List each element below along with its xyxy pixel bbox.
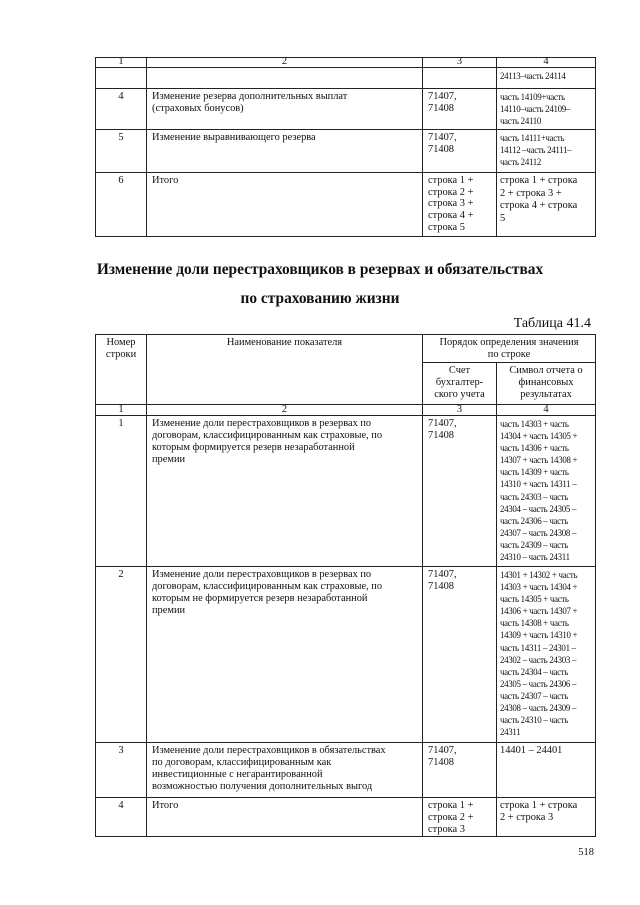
top-header-col1: 1: [95, 57, 146, 67]
row-1-symbol: часть 14303 + часть 14304 + часть 14305 + часть 14306 + часть 14307 + часть 14308 + часть 14309 + часть 14310 + часть 14311 – часть 24303 – часть 24304 – часть 24305 – часть 24306 – часть 24307 – часть 24308 – часть 24309 – часть 24310 – часть 24311: [496, 415, 596, 566]
top-row-6-num: 6: [95, 172, 146, 237]
header-symbol: Символ отчета о финансовых результатах: [496, 362, 596, 404]
index-col1: 1: [95, 404, 146, 415]
row-2-num: 2: [95, 566, 146, 742]
top-row-6-account: строка 1 + строка 2 + строка 3 + строка 4 + строка 5: [422, 172, 496, 237]
section-title-line2: по страхованию жизни: [240, 290, 400, 307]
top-row-5-name: Изменение выравнивающего резерва: [146, 129, 422, 172]
row-4-name: Итого: [146, 797, 422, 837]
top-header-col4: 4: [496, 57, 596, 67]
index-col4: 4: [496, 404, 596, 415]
top-row-continued-name: [146, 67, 422, 88]
row-3-num: 3: [95, 742, 146, 797]
header-indicator-name: Наименование показателя: [146, 334, 422, 404]
top-row-4-symbol: часть 14109+часть 14110–часть 24109– часть 24110: [496, 88, 596, 129]
row-4-account: строка 1 + строка 2 + строка 3: [422, 797, 496, 837]
section-title-line1: Изменение доли перестраховщиков в резервах и обязательствах: [96, 261, 544, 278]
table-number: Таблица 41.4: [513, 316, 591, 331]
row-1-account: 71407, 71408: [422, 415, 496, 566]
top-header-col2: 2: [146, 57, 422, 67]
row-4-symbol: строка 1 + строка 2 + строка 3: [496, 797, 596, 837]
top-row-6-name: Итого: [146, 172, 422, 237]
row-3-account: 71407, 71408: [422, 742, 496, 797]
row-2-symbol: 14301 + 14302 + часть 14303 + часть 14304 + часть 14305 + часть 14306 + часть 14307 + часть 14308 + часть 14309 + часть 14310 + часть 14311 – 24301 – 24302 – часть 24303 – часть 24304 – часть 24305 – часть 24306 – часть 24307 – часть 24308 – часть 24309 – часть 24310 – часть 24311: [496, 566, 596, 742]
header-procedure: Порядок определения значения по строке: [422, 334, 596, 362]
top-row-5-symbol: часть 14111+часть 14112 –часть 24111– часть 24112: [496, 129, 596, 172]
top-row-continued-account: [422, 67, 496, 88]
top-row-continued-symbol: 24113–часть 24114: [496, 67, 596, 88]
row-3-name: Изменение доли перестраховщиков в обязательствах по договорам, классифицированным как инвестиционные с негарантированной возможностью получения дополнительных выгод: [146, 742, 422, 797]
top-row-continued-num: [95, 67, 146, 88]
page-number: 518: [578, 847, 594, 858]
row-1-name: Изменение доли перестраховщиков в резервах по договорам, классифицированным как страховые, по которым формируется резерв незаработанной премии: [146, 415, 422, 566]
row-4-num: 4: [95, 797, 146, 837]
top-row-4-name: Изменение резерва дополнительных выплат (страховых бонусов): [146, 88, 422, 129]
row-1-num: 1: [95, 415, 146, 566]
row-2-account: 71407, 71408: [422, 566, 496, 742]
top-row-5-account: 71407, 71408: [422, 129, 496, 172]
header-account: Счет бухгалтер- ского учета: [422, 362, 496, 404]
top-row-4-num: 4: [95, 88, 146, 129]
row-3-symbol: 14401 – 24401: [496, 742, 596, 797]
top-row-5-num: 5: [95, 129, 146, 172]
header-row-number: Номер строки: [95, 334, 146, 404]
top-row-4-account: 71407, 71408: [422, 88, 496, 129]
index-col2: 2: [146, 404, 422, 415]
top-header-col3: 3: [422, 57, 496, 67]
top-row-6-symbol: строка 1 + строка 2 + строка 3 + строка 4 + строка 5: [496, 172, 596, 237]
index-col3: 3: [422, 404, 496, 415]
row-2-name: Изменение доли перестраховщиков в резервах по договорам, классифицированным как страховые, по которым не формируется резерв незаработанной премии: [146, 566, 422, 742]
